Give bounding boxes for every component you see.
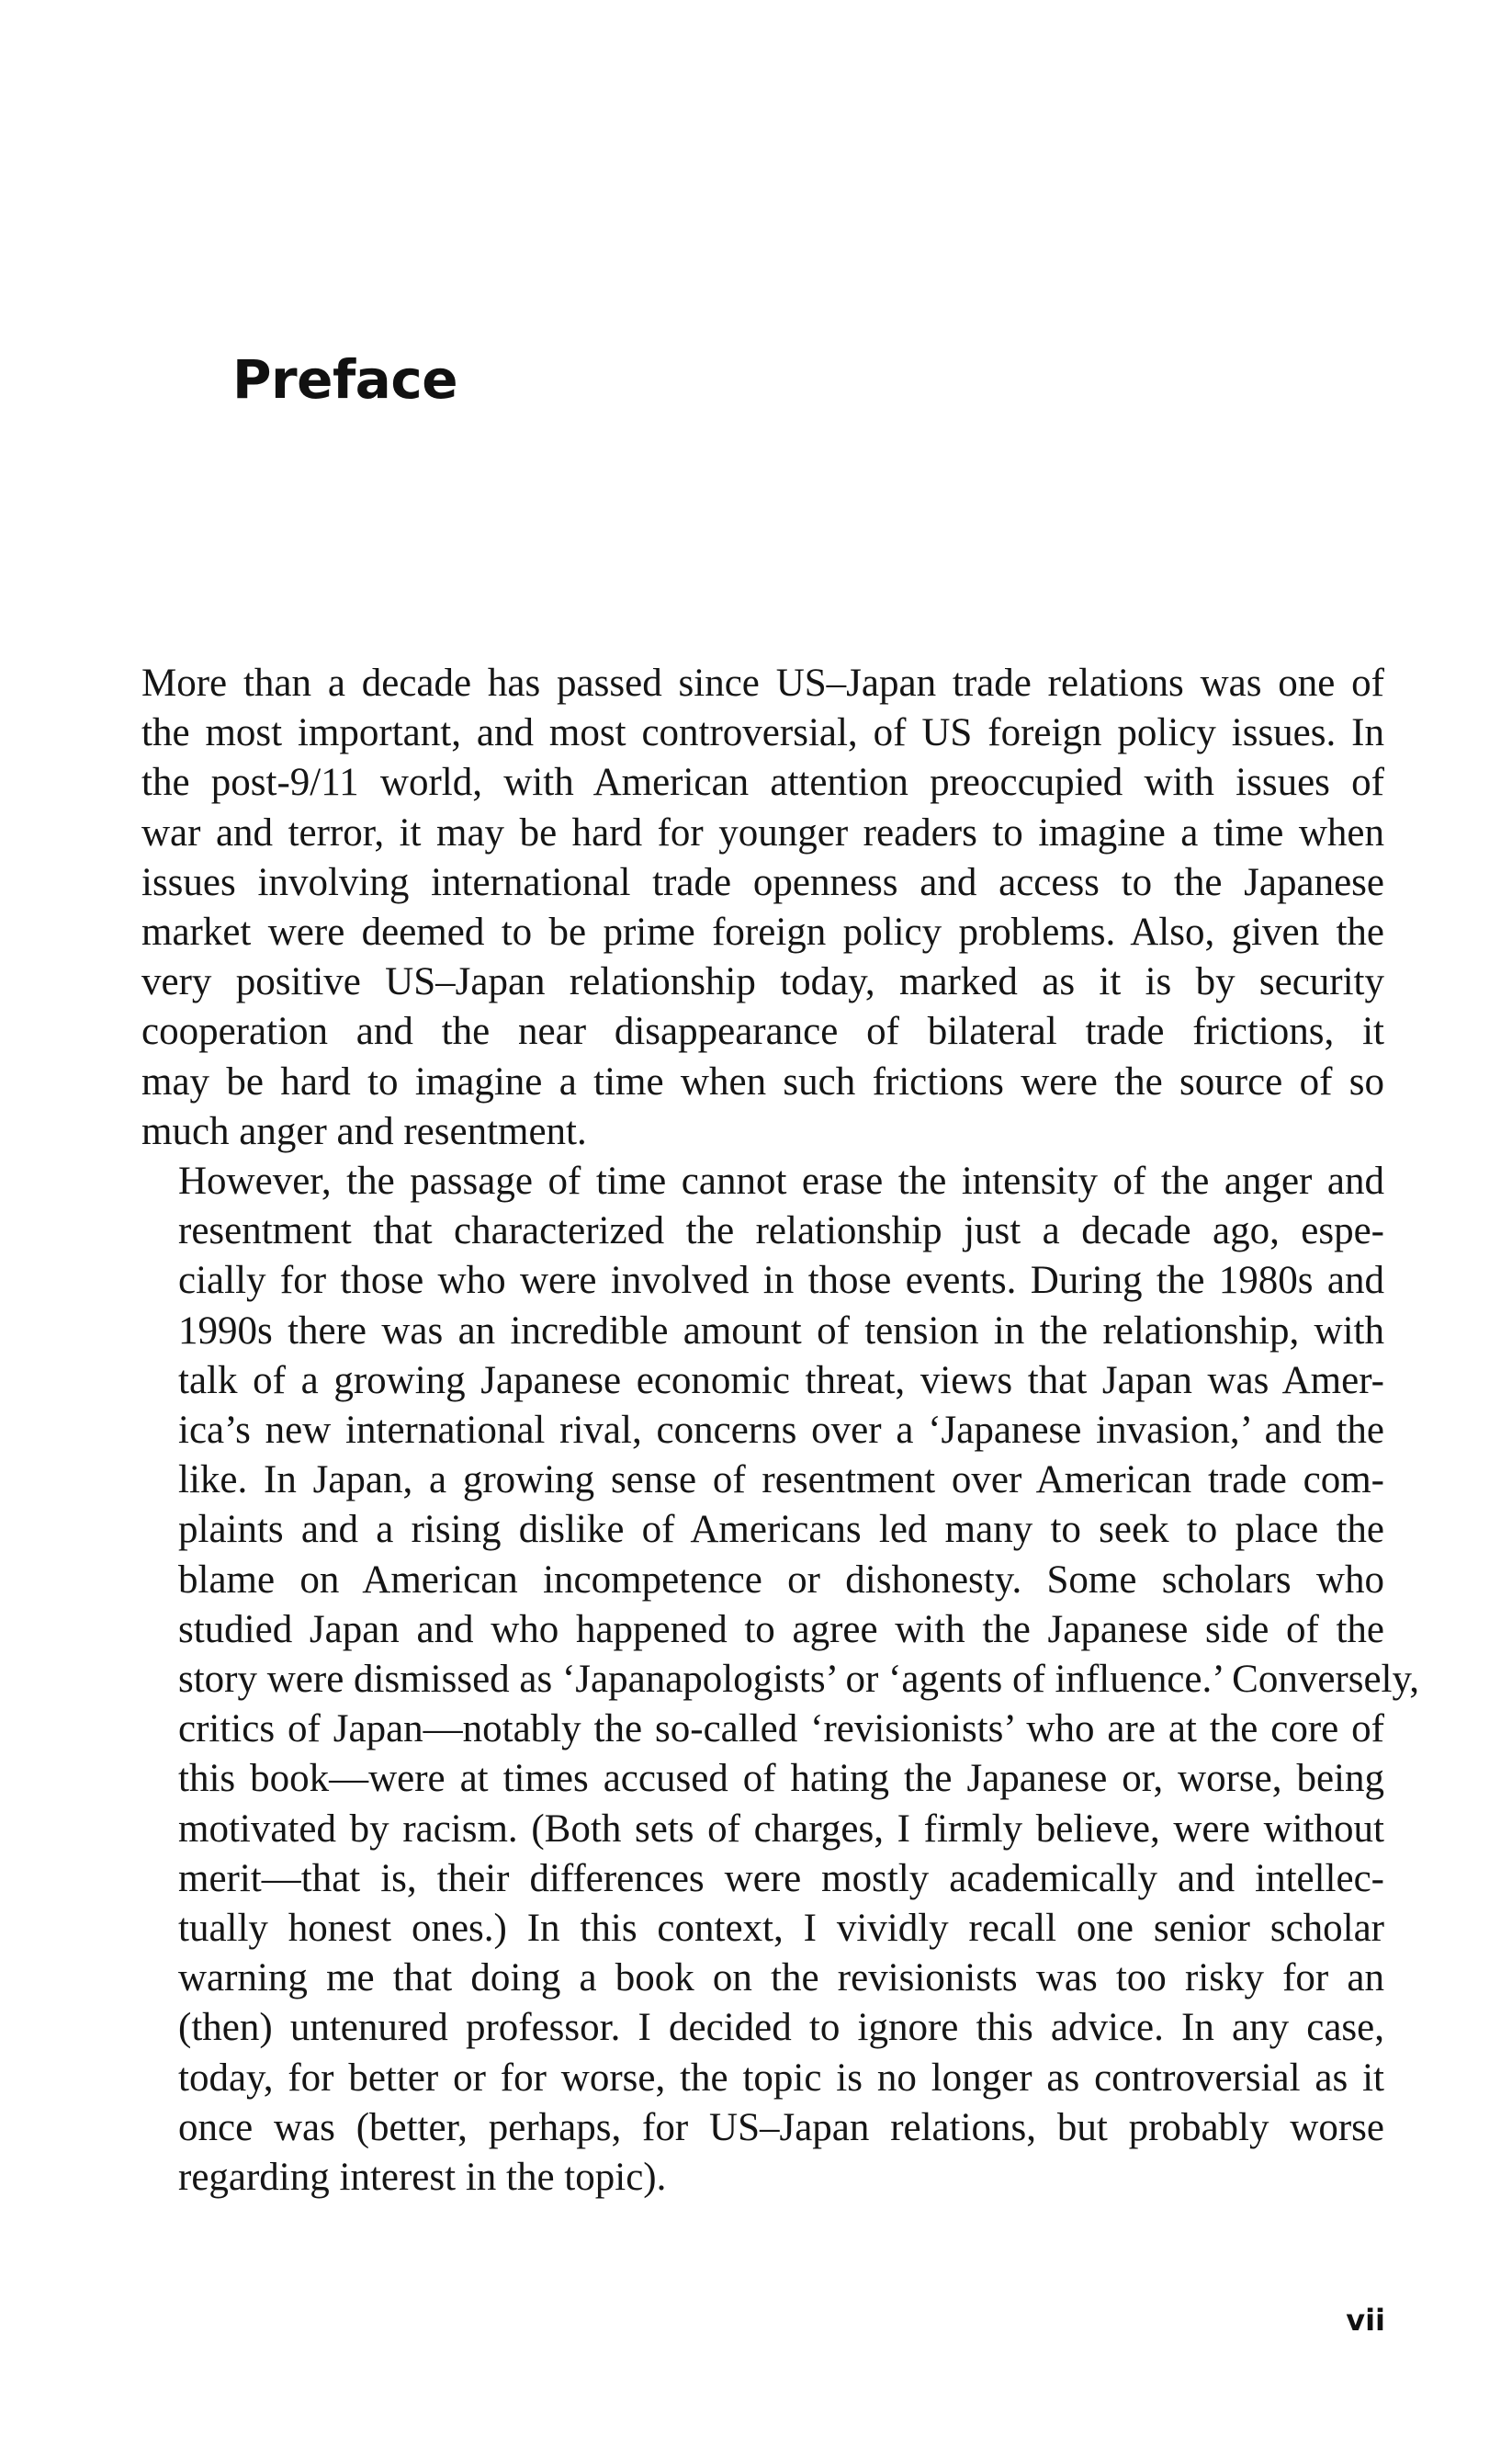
text-line: warning me that doing a book on the revisionists was too risky for an: [178, 1956, 1384, 2000]
text-line: the most important, and most controversial, of US foreign policy issues. In: [141, 711, 1384, 755]
text-line: regarding interest in the topic).: [178, 2156, 667, 2200]
text-line: plaints and a rising dislike of Americans led many to seek to place the: [178, 1508, 1384, 1552]
text-line: war and terror, it may be hard for younger readers to imagine a time when: [141, 810, 1384, 855]
text-line: cially for those who were involved in those events. During the 1980s and: [178, 1259, 1384, 1303]
page-number: vii: [1346, 2303, 1385, 2338]
text-line: merit—that is, their differences were mostly academically and intellec-: [178, 1856, 1384, 1900]
text-line: today, for better or for worse, the topic is no longer as controversial as it: [178, 2056, 1384, 2100]
text-line: this book—were at times accused of hating the Japanese or, worse, being: [178, 1757, 1384, 1801]
text-line: (then) untenured professor. I decided to ignore this advice. In any case,: [178, 2006, 1384, 2050]
text-line: very positive US–Japan relationship today, marked as it is by security: [141, 960, 1384, 1004]
text-line: cooperation and the near disappearance of bilateral trade frictions, it: [141, 1010, 1384, 1054]
text-line: market were deemed to be prime foreign policy problems. Also, given the: [141, 911, 1384, 955]
body-text: [141, 659, 1419, 2203]
text-line: 1990s there was an incredible amount of tension in the relationship, with: [178, 1308, 1384, 1353]
text-line: critics of Japan—notably the so-called ‘revisionists’ who are at the core of: [178, 1707, 1384, 1751]
text-line: However, the passage of time cannot erase the intensity of the anger and: [178, 1160, 1384, 1204]
text-line: much anger and resentment.: [141, 1109, 587, 1153]
text-line: motivated by racism. (Both sets of charges, I firmly believe, were without: [178, 1807, 1384, 1851]
text-line: studied Japan and who happened to agree with the Japanese side of the: [178, 1607, 1384, 1651]
text-line: tually honest ones.) In this context, I vividly recall one senior scholar: [178, 1907, 1384, 1951]
text-line: once was (better, perhaps, for US–Japan relations, but probably worse: [178, 2105, 1384, 2149]
text-line: ica’s new international rival, concerns over a ‘Japanese invasion,’ and the: [178, 1409, 1384, 1453]
text-line: More than a decade has passed since US–Japan trade relations was one of: [141, 662, 1384, 705]
page-title: Preface: [232, 348, 458, 411]
text-line: the post-9/11 world, with American attention preoccupied with issues of: [141, 761, 1384, 805]
text-line: talk of a growing Japanese economic threat, views that Japan was Amer-: [178, 1358, 1384, 1402]
text-line: resentment that characterized the relationship just a decade ago, espe-: [178, 1209, 1384, 1253]
text-line: story were dismissed as ‘Japanapologists’ or ‘agents of influence.’ Conversely,: [178, 1658, 1419, 1702]
paragraph-2: [141, 1157, 1419, 2203]
text-line: may be hard to imagine a time when such frictions were the source of so: [141, 1059, 1384, 1104]
text-line: issues involving international trade openness and access to the Japanese: [141, 860, 1384, 904]
text-line: like. In Japan, a growing sense of resentment over American trade com-: [178, 1458, 1384, 1502]
text-line: blame on American incompetence or dishonesty. Some scholars who: [178, 1557, 1384, 1602]
paragraph-1: [141, 659, 1384, 1157]
